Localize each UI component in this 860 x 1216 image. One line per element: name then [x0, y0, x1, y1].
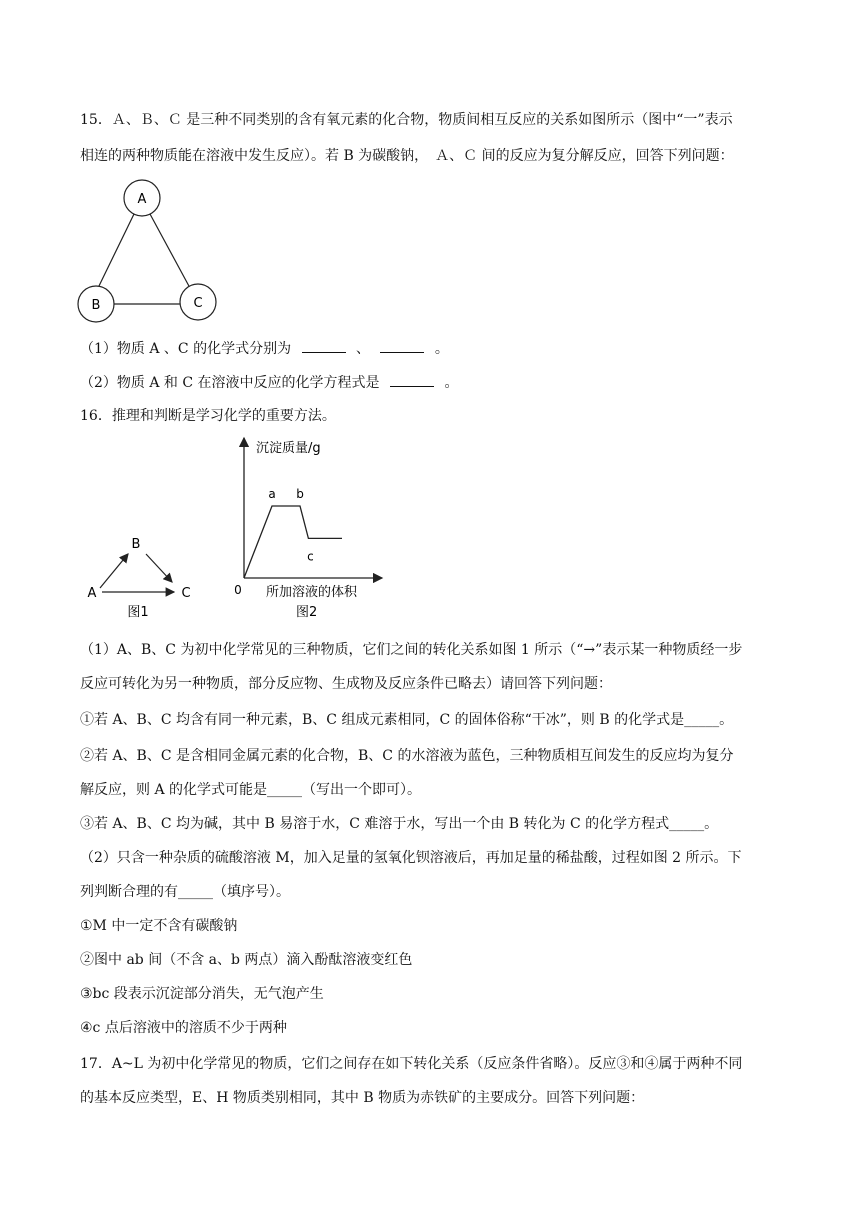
- q16-option4: ④c 点后溶液中的溶质不少于两种: [80, 1020, 287, 1036]
- q15-sub1-end: 。: [434, 341, 449, 357]
- fig1-label-a: A: [87, 586, 97, 601]
- node-c-label: C: [193, 296, 203, 311]
- q16-p1-item1: ①若 A、B、C 均含有同一种元素，B、C 组成元素相同，C 的固体俗称“干冰”，则 B 的化学式是_____。: [80, 712, 734, 728]
- fig2-ylabel: 沉淀质量/g: [256, 441, 321, 456]
- fig2-caption: 图2: [296, 605, 318, 620]
- q16-figure2-chart: [230, 432, 390, 628]
- q15-sub2: [80, 372, 458, 393]
- q17-text-line2: 的基本反应类型，E、H 物质类别相同，其中 B 物质为赤铁矿的主要成分。回答下列问题：: [80, 1090, 645, 1106]
- q16-intro: 16．推理和判断是学习化学的重要方法。: [80, 408, 336, 424]
- q16-option1: ①M 中一定不含有碳酸钠: [80, 918, 238, 934]
- node-b-label: B: [91, 298, 101, 313]
- fig1-caption: 图1: [127, 605, 149, 620]
- q16-p1-item2b: 解反应，则 A 的化学式可能是_____（写出一个即可）。: [80, 782, 422, 798]
- fig1-label-c: C: [181, 586, 191, 601]
- q16-p1-line1: （1）A、B、C 为初中化学常见的三种物质，它们之间的转化关系如图 1 所示（“→”表示某一种物质经一步: [80, 642, 743, 658]
- q15-blank-a[interactable]: [302, 338, 346, 353]
- q16-p1-item2a: ②若 A、B、C 是含相同金属元素的化合物，B、C 的水溶液为蓝色，三种物质相互间发生的反应均为复分: [80, 748, 734, 764]
- q16-p2-line1: （2）只含一种杂质的硫酸溶液 M，加入足量的氢氧化钡溶液后，再加足量的稀盐酸，过程如图 2 所示。下: [80, 850, 742, 866]
- q15-text-line2: 相连的两种物质能在溶液中发生反应）。若 B 为碳酸钠， Ａ、Ｃ 间的反应为复分解反应，回答下列问题：: [80, 148, 734, 164]
- fig2-point-b-label: b: [296, 487, 304, 501]
- q16-p1-line2: 反应可转化为另一种物质，部分反应物、生成物及反应条件已略去）请回答下列问题：: [80, 676, 612, 692]
- fig2-origin: 0: [234, 583, 242, 597]
- q16-option2: ②图中 ab 间（不含 a、b 两点）滴入酚酞溶液变红色: [80, 952, 413, 968]
- q17-text-line1: 17．A~L 为初中化学常见的物质，它们之间存在如下转化关系（反应条件省略）。反应③和④属于两种不同: [80, 1056, 743, 1072]
- q15-text-line1: 15．Ａ、Ｂ、Ｃ 是三种不同类别的含有氧元素的化合物，物质间相互反应的关系如图所示（图中“一”表示: [80, 112, 733, 128]
- q16-figure1: [80, 528, 200, 624]
- q15-sub1-sep: 、: [356, 341, 370, 357]
- q16-option3: ③bc 段表示沉淀部分消失，无气泡产生: [80, 986, 324, 1002]
- q15-sub2-end: 。: [444, 375, 459, 391]
- q16-p2-line2: 列判断合理的有_____（填序号）。: [80, 884, 290, 900]
- q15-blank-equation[interactable]: [390, 372, 434, 387]
- q16-p1-item3: ③若 A、B、C 均为碱，其中 B 易溶于水，C 难溶于水，写出一个由 B 转化为 C 的化学方程式_____。: [80, 816, 719, 832]
- node-a-label: A: [137, 192, 147, 207]
- fig2-xlabel: 所加溶液的体积: [266, 585, 358, 600]
- fig1-label-b: B: [131, 537, 141, 552]
- q15-blank-c[interactable]: [380, 338, 424, 353]
- q15-sub1: [80, 338, 449, 359]
- q15-triangle-diagram: [76, 178, 226, 326]
- q15-sub2-text: （2）物质 A 和 C 在溶液中反应的化学方程式是: [80, 375, 380, 391]
- fig2-point-a-label: a: [268, 487, 276, 501]
- fig2-series-line: [244, 506, 342, 578]
- q15-sub1-text: （1）物质 A 、C 的化学式分别为: [80, 341, 292, 357]
- fig2-point-c-label: c: [307, 549, 314, 564]
